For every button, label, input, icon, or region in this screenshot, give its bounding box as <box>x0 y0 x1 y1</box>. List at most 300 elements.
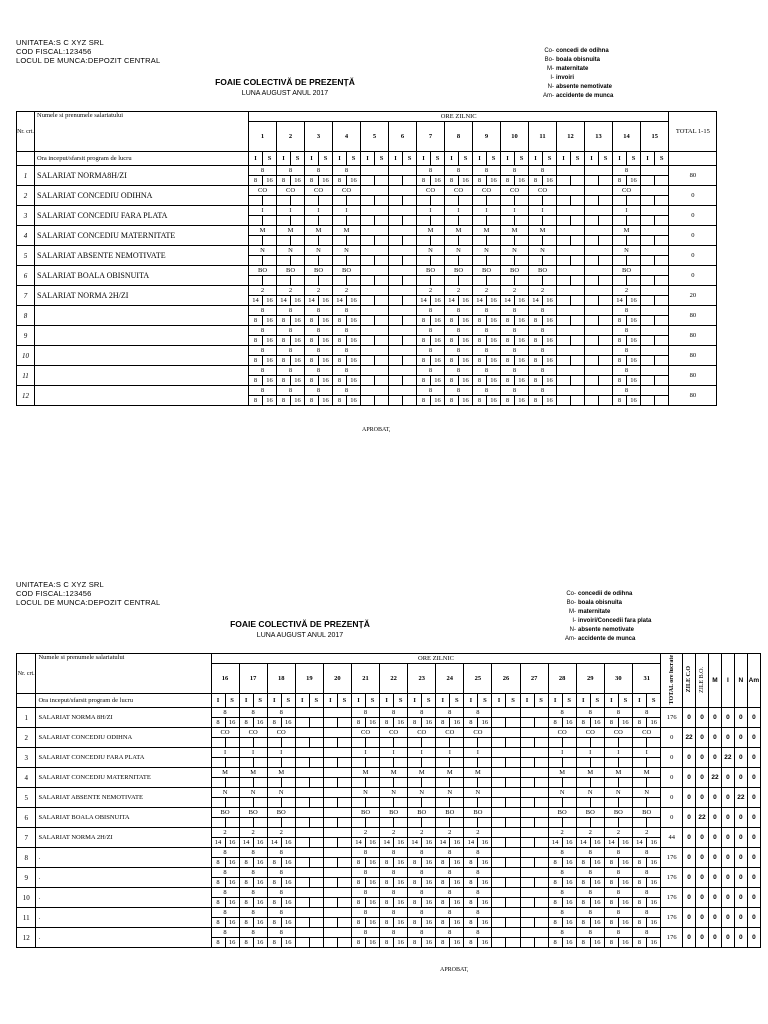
start-hour-cell <box>211 778 225 788</box>
start-hour-cell <box>557 376 571 386</box>
start-hour-cell <box>520 718 534 728</box>
start-hour-cell: 8 <box>239 938 253 948</box>
day-code-cell: 8 <box>473 346 501 356</box>
end-hour-cell: 16 <box>515 396 529 406</box>
day-code-cell: 2 <box>408 828 436 838</box>
start-hour-cell <box>473 256 487 266</box>
legend-key: I- <box>550 75 554 81</box>
day-code-cell: I <box>529 206 557 216</box>
start-hour-cell <box>641 256 655 266</box>
day-code-cell: CO <box>305 186 333 196</box>
legend-item <box>536 65 613 74</box>
day-code-cell: 8 <box>501 306 529 316</box>
start-hour-cell: 8 <box>267 898 281 908</box>
start-hour-cell <box>380 818 394 828</box>
end-hour-cell: 16 <box>291 176 305 186</box>
day-code-cell: 8 <box>211 888 239 898</box>
legend-value: concedi de odihna <box>556 48 609 54</box>
start-hour-cell: 8 <box>211 878 225 888</box>
start-hour-cell <box>632 798 646 808</box>
total-1-15: 0 <box>669 186 717 206</box>
day-code-cell <box>520 808 548 818</box>
total-ore: 176 <box>661 708 683 728</box>
start-hour-cell: 8 <box>277 336 291 346</box>
start-hour-cell <box>641 236 655 246</box>
end-hour-cell: 16 <box>459 396 473 406</box>
end-hour-cell <box>562 798 576 808</box>
start-hour-cell <box>361 376 375 386</box>
day-code-cell: BO <box>249 266 277 276</box>
day-header: 22 <box>380 664 408 694</box>
start-hour-cell: 8 <box>267 938 281 948</box>
start-col: I <box>333 152 347 166</box>
day-code-cell: CO <box>380 728 408 738</box>
end-hour-cell <box>571 296 585 306</box>
end-hour-cell <box>263 216 277 226</box>
day-code-cell <box>641 366 669 376</box>
start-hour-cell <box>548 738 562 748</box>
day-code-cell: I <box>249 206 277 216</box>
day-code-cell <box>557 226 585 236</box>
day-code-cell: 8 <box>548 848 576 858</box>
start-hour-cell <box>295 938 309 948</box>
end-hour-cell <box>422 778 436 788</box>
start-hour-cell: 8 <box>211 858 225 868</box>
ore-zilnic-header: ORE ZILNIC <box>249 112 669 122</box>
end-hour-cell: 16 <box>459 296 473 306</box>
total-n: 0 <box>734 928 747 948</box>
end-hour-cell <box>478 758 492 768</box>
day-code-cell: CO <box>417 186 445 196</box>
day-code-cell: 8 <box>267 868 295 878</box>
employee-name: . <box>36 868 211 888</box>
day-code-cell: 8 <box>436 868 464 878</box>
end-hour-cell <box>506 838 520 848</box>
legend-value: maternitate <box>578 609 611 615</box>
day-code-cell: 8 <box>464 708 492 718</box>
start-hour-cell <box>585 236 599 246</box>
end-hour-cell: 16 <box>627 356 641 366</box>
day-code-cell <box>492 728 520 738</box>
sheet-title-1: FOAIE COLECTIVĂ DE PREZENȚĂ <box>215 77 355 87</box>
day-code-cell <box>361 286 389 296</box>
day-code-cell: 8 <box>267 908 295 918</box>
start-hour-cell: 8 <box>408 918 422 928</box>
day-code-cell: 2 <box>501 286 529 296</box>
start-hour-cell: 8 <box>417 176 431 186</box>
day-code-cell <box>389 266 417 276</box>
end-hour-cell: 16 <box>478 718 492 728</box>
end-hour-cell <box>366 798 380 808</box>
employee-name <box>35 366 249 386</box>
day-code-cell: CO <box>632 728 661 738</box>
end-hour-cell <box>590 738 604 748</box>
day-code-cell: BO <box>333 266 361 276</box>
end-hour-cell <box>506 918 520 928</box>
end-hour-cell <box>543 256 557 266</box>
day-code-cell: 8 <box>604 928 632 938</box>
start-hour-cell: 14 <box>333 296 347 306</box>
start-hour-cell: 8 <box>445 176 459 186</box>
start-hour-cell <box>641 296 655 306</box>
total-1-15: 80 <box>669 366 717 386</box>
start-hour-cell: 8 <box>576 898 590 908</box>
end-hour-cell <box>506 898 520 908</box>
end-hour-cell <box>599 336 613 346</box>
legend-item <box>536 74 613 83</box>
day-code-cell: CO <box>211 728 239 738</box>
table-row <box>17 748 761 758</box>
start-hour-cell <box>464 778 478 788</box>
start-hour-cell <box>464 818 478 828</box>
start-hour-cell <box>520 878 534 888</box>
day-code-cell: N <box>613 246 641 256</box>
day-code-cell: 8 <box>529 326 557 336</box>
start-col: I <box>436 694 450 708</box>
end-hour-cell <box>281 778 295 788</box>
end-hour-cell <box>319 196 333 206</box>
end-hour-cell: 16 <box>263 176 277 186</box>
day-code-cell: 8 <box>351 848 379 858</box>
start-hour-cell <box>585 176 599 186</box>
day-code-cell: 8 <box>417 386 445 396</box>
end-hour-cell <box>590 758 604 768</box>
end-hour-cell <box>515 256 529 266</box>
row-number: 8 <box>17 306 35 326</box>
end-hour-cell <box>599 296 613 306</box>
end-hour-cell <box>375 256 389 266</box>
day-code-cell <box>295 768 323 778</box>
day-code-cell: 8 <box>445 366 473 376</box>
day-code-cell <box>557 326 585 336</box>
end-hour-cell: 16 <box>487 176 501 186</box>
end-hour-cell: 16 <box>459 336 473 346</box>
start-col: I <box>445 152 459 166</box>
end-hour-cell <box>309 798 323 808</box>
start-hour-cell: 8 <box>249 336 263 346</box>
end-hour-cell: 16 <box>281 898 295 908</box>
end-hour-cell <box>506 938 520 948</box>
day-code-cell: 8 <box>277 386 305 396</box>
employee-name: SALARIAT BOALA OBISNUITA <box>36 808 211 828</box>
day-code-cell <box>641 226 669 236</box>
start-hour-cell <box>323 758 337 768</box>
start-hour-cell <box>464 798 478 808</box>
start-hour-cell <box>613 236 627 246</box>
day-code-cell: 8 <box>613 326 641 336</box>
legend-key: N- <box>547 84 554 90</box>
row-number: 7 <box>17 286 35 306</box>
row-number: 3 <box>17 748 36 768</box>
day-code-cell: 2 <box>333 286 361 296</box>
start-hour-cell <box>295 718 309 728</box>
end-col: S <box>590 694 604 708</box>
end-hour-cell <box>487 256 501 266</box>
total-ore: 176 <box>661 928 683 948</box>
start-hour-cell: 14 <box>604 838 618 848</box>
start-hour-cell <box>436 738 450 748</box>
start-hour-cell <box>557 396 571 406</box>
day-code-cell: BO <box>473 266 501 276</box>
day-code-cell: BO <box>267 808 295 818</box>
end-hour-cell <box>347 276 361 286</box>
end-hour-cell <box>562 818 576 828</box>
end-hour-cell <box>543 216 557 226</box>
day-code-cell: 8 <box>529 166 557 176</box>
end-hour-cell <box>599 236 613 246</box>
day-code-cell <box>323 908 351 918</box>
end-hour-cell: 16 <box>319 336 333 346</box>
day-code-cell: N <box>529 246 557 256</box>
day-code-cell: M <box>351 768 379 778</box>
end-hour-cell: 16 <box>422 938 436 948</box>
day-code-cell: M <box>436 768 464 778</box>
day-header: 28 <box>548 664 576 694</box>
day-code-cell <box>361 246 389 256</box>
total-am: 0 <box>747 788 760 808</box>
start-hour-cell <box>557 176 571 186</box>
start-hour-cell <box>501 196 515 206</box>
start-hour-cell: 8 <box>613 176 627 186</box>
end-hour-cell <box>534 938 548 948</box>
day-code-cell <box>361 306 389 316</box>
day-code-cell: 8 <box>436 888 464 898</box>
day-code-cell <box>585 226 613 236</box>
start-hour-cell <box>529 256 543 266</box>
row-number: 12 <box>17 928 36 948</box>
day-code-cell: 8 <box>464 928 492 938</box>
start-hour-cell <box>641 396 655 406</box>
day-code-cell <box>295 848 323 858</box>
start-hour-cell <box>436 778 450 788</box>
total-n: 0 <box>734 728 747 748</box>
end-hour-cell: 16 <box>487 336 501 346</box>
end-col: S <box>627 152 641 166</box>
end-hour-cell <box>403 276 417 286</box>
day-code-cell <box>492 908 520 918</box>
day-code-cell: 8 <box>211 868 239 878</box>
end-hour-cell <box>450 778 464 788</box>
start-hour-cell: 14 <box>464 838 478 848</box>
start-hour-cell: 8 <box>305 376 319 386</box>
end-hour-cell <box>366 778 380 788</box>
day-code-cell: 8 <box>445 306 473 316</box>
employee-name: SALARIAT NORMA 2H/ZI <box>36 828 211 848</box>
start-hour-cell <box>492 938 506 948</box>
total-1-15: 80 <box>669 346 717 366</box>
end-hour-cell <box>450 738 464 748</box>
start-hour-cell: 8 <box>249 396 263 406</box>
employee-name <box>35 386 249 406</box>
day-header: 16 <box>211 664 239 694</box>
employee-name <box>35 326 249 346</box>
start-hour-cell <box>408 758 422 768</box>
day-code-cell: 8 <box>239 888 267 898</box>
end-hour-cell: 16 <box>291 376 305 386</box>
start-hour-cell <box>295 758 309 768</box>
approved-label-2: APROBAT, <box>440 967 469 973</box>
end-hour-cell: 16 <box>394 878 408 888</box>
day-code-cell: 8 <box>548 928 576 938</box>
start-hour-cell <box>389 176 403 186</box>
start-hour-cell: 8 <box>249 376 263 386</box>
start-hour-cell <box>323 838 337 848</box>
end-col: S <box>375 152 389 166</box>
start-hour-cell: 8 <box>613 376 627 386</box>
start-hour-cell: 8 <box>464 858 478 868</box>
end-hour-cell <box>506 778 520 788</box>
total-1-15: 80 <box>669 166 717 186</box>
day-code-cell <box>323 868 351 878</box>
start-col: I <box>305 152 319 166</box>
legend-value: absente nemotivate <box>556 84 613 90</box>
start-hour-cell <box>408 738 422 748</box>
total-n: 0 <box>734 808 747 828</box>
day-code-cell: BO <box>576 808 604 818</box>
start-hour-cell: 8 <box>408 718 422 728</box>
day-code-cell: 2 <box>613 286 641 296</box>
end-hour-cell <box>337 898 351 908</box>
day-code-cell: I <box>239 748 267 758</box>
day-code-cell: BO <box>211 808 239 818</box>
row-number: 4 <box>17 226 35 246</box>
day-code-cell: CO <box>604 728 632 738</box>
start-hour-cell: 8 <box>417 376 431 386</box>
legend-key: Co- <box>544 48 554 54</box>
start-hour-cell <box>351 818 365 828</box>
end-hour-cell <box>263 196 277 206</box>
start-hour-cell <box>501 236 515 246</box>
day-code-cell: 8 <box>277 366 305 376</box>
start-hour-cell <box>501 216 515 226</box>
end-hour-cell <box>375 356 389 366</box>
start-hour-cell: 8 <box>333 376 347 386</box>
nr-header: Nr. crt. <box>17 654 36 694</box>
total-bo: 0 <box>696 868 709 888</box>
start-hour-cell <box>585 396 599 406</box>
end-hour-cell: 16 <box>394 918 408 928</box>
day-code-cell: 8 <box>249 326 277 336</box>
day-code-cell <box>492 828 520 838</box>
total-n: 22 <box>734 788 747 808</box>
day-code-cell <box>492 868 520 878</box>
day-code-cell: 8 <box>436 848 464 858</box>
day-code-cell: 8 <box>267 848 295 858</box>
end-hour-cell <box>347 256 361 266</box>
end-hour-cell <box>394 778 408 788</box>
day-code-cell: N <box>501 246 529 256</box>
start-hour-cell <box>389 396 403 406</box>
end-hour-cell: 16 <box>543 316 557 326</box>
end-hour-cell: 16 <box>281 938 295 948</box>
end-hour-cell: 16 <box>291 396 305 406</box>
day-code-cell <box>389 246 417 256</box>
total-co: 0 <box>683 768 696 788</box>
total-ore: 0 <box>661 808 683 828</box>
start-hour-cell <box>295 738 309 748</box>
start-hour-cell: 8 <box>613 396 627 406</box>
end-hour-cell <box>655 276 669 286</box>
start-hour-cell <box>249 256 263 266</box>
day-code-cell: 8 <box>529 306 557 316</box>
day-code-cell: I <box>408 748 436 758</box>
total-ore: 0 <box>661 748 683 768</box>
day-code-cell: N <box>548 788 576 798</box>
total-i: 0 <box>721 828 734 848</box>
day-code-cell <box>520 788 548 798</box>
day-code-cell: 8 <box>632 848 661 858</box>
day-code-cell: 2 <box>576 828 604 838</box>
day-code-cell: 2 <box>305 286 333 296</box>
end-hour-cell: 16 <box>431 376 445 386</box>
start-hour-cell: 8 <box>380 918 394 928</box>
end-hour-cell: 16 <box>366 878 380 888</box>
day-code-cell: 8 <box>436 928 464 938</box>
end-hour-cell: 16 <box>281 838 295 848</box>
end-hour-cell <box>571 376 585 386</box>
start-hour-cell: 8 <box>529 356 543 366</box>
end-hour-cell: 16 <box>590 938 604 948</box>
day-code-cell: M <box>464 768 492 778</box>
total-ore: 0 <box>661 768 683 788</box>
end-hour-cell <box>487 236 501 246</box>
day-code-cell: BO <box>445 266 473 276</box>
day-header: 6 <box>389 122 417 152</box>
start-hour-cell <box>548 778 562 788</box>
end-hour-cell <box>375 296 389 306</box>
start-hour-cell <box>492 918 506 928</box>
end-col: S <box>655 152 669 166</box>
start-hour-cell <box>380 798 394 808</box>
start-hour-cell <box>557 276 571 286</box>
day-code-cell <box>389 166 417 176</box>
end-hour-cell: 16 <box>618 858 632 868</box>
end-hour-cell <box>506 758 520 768</box>
day-code-cell: 8 <box>501 166 529 176</box>
company-workplace: LOCUL DE MUNCA:DEPOZIT CENTRAL <box>16 56 161 65</box>
total-m: 22 <box>708 768 721 788</box>
start-hour-cell <box>492 858 506 868</box>
day-code-cell <box>641 206 669 216</box>
start-hour-cell <box>295 898 309 908</box>
start-hour-cell <box>613 276 627 286</box>
total-ore: 176 <box>661 908 683 928</box>
start-hour-cell: 8 <box>576 938 590 948</box>
day-code-cell: CO <box>249 186 277 196</box>
start-hour-cell: 8 <box>613 356 627 366</box>
day-code-cell: 2 <box>239 828 267 838</box>
day-code-cell <box>641 246 669 256</box>
end-hour-cell <box>337 838 351 848</box>
end-hour-cell <box>506 858 520 868</box>
start-hour-cell: 8 <box>305 336 319 346</box>
day-header: 21 <box>351 664 379 694</box>
end-hour-cell <box>281 738 295 748</box>
start-hour-cell <box>492 838 506 848</box>
day-code-cell: 8 <box>249 166 277 176</box>
start-hour-cell <box>557 216 571 226</box>
day-code-cell <box>389 186 417 196</box>
end-hour-cell: 16 <box>225 938 239 948</box>
day-code-cell: N <box>267 788 295 798</box>
day-code-cell: 8 <box>613 366 641 376</box>
end-hour-cell: 16 <box>347 336 361 346</box>
start-hour-cell <box>389 336 403 346</box>
table-row <box>17 366 717 376</box>
start-hour-cell: 8 <box>613 316 627 326</box>
start-hour-cell: 8 <box>380 718 394 728</box>
start-hour-cell <box>333 216 347 226</box>
